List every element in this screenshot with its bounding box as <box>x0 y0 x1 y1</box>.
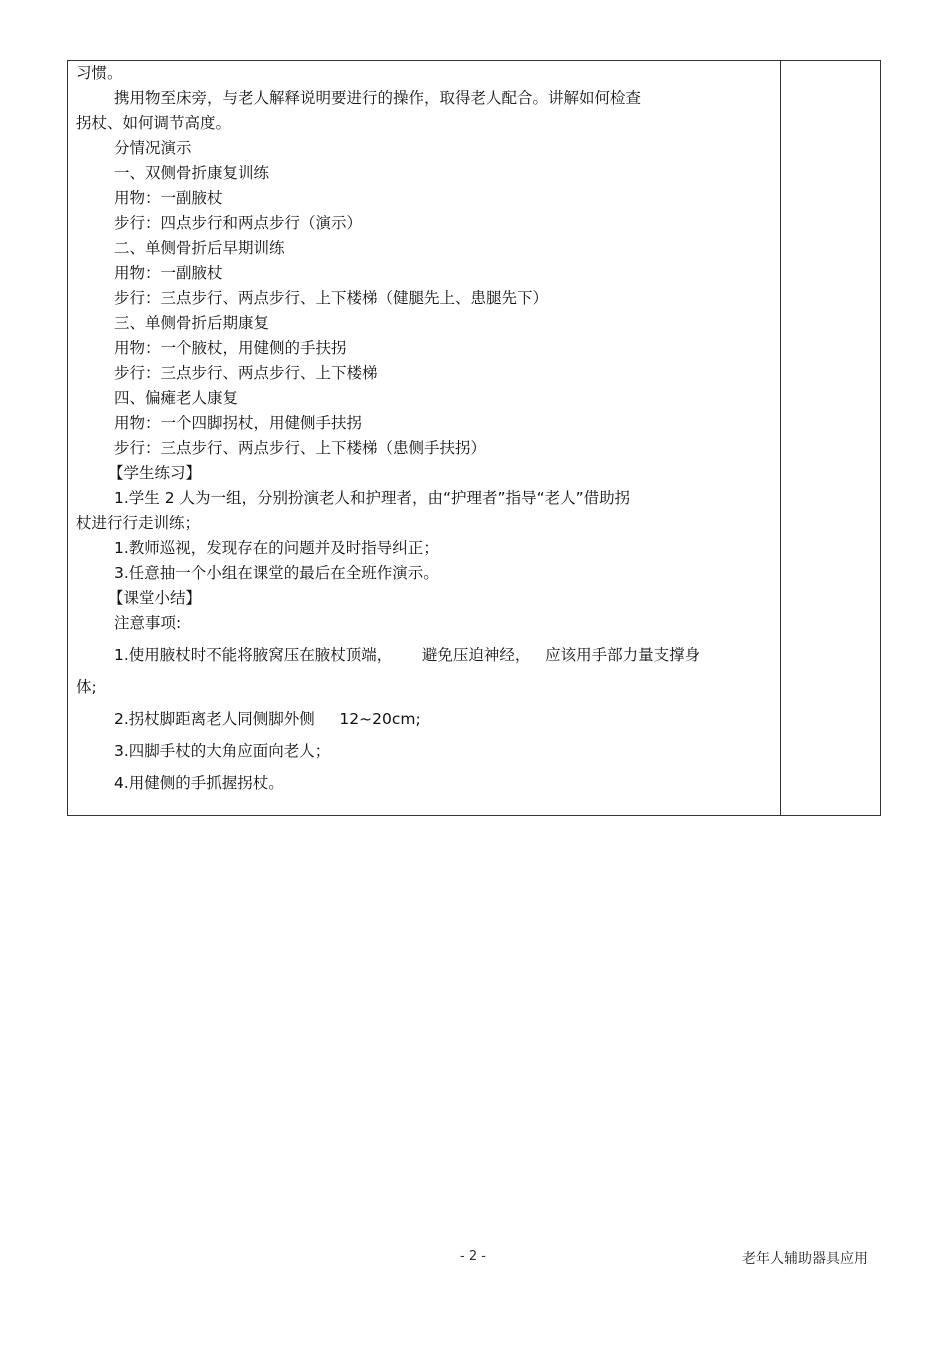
text-line: 杖进行行走训练； <box>76 514 201 532</box>
section-heading: 三、单侧骨折后期康复 <box>114 314 270 332</box>
text-line: 1.使用腋杖时不能将腋窝压在腋杖顶端， 避免压迫神经， 应该用手部力量支撑身 <box>114 646 701 664</box>
column-divider <box>780 61 781 815</box>
text-line: 步行：四点步行和两点步行（演示） <box>114 214 363 232</box>
lesson-table <box>67 60 881 816</box>
section-heading: 二、单侧骨折后早期训练 <box>114 239 285 257</box>
footer-doc-title: 老年人辅助器具应用 <box>742 1251 868 1267</box>
text-line: 拐杖、如何调节高度。 <box>76 114 232 132</box>
text-line: 体; <box>76 678 97 696</box>
text-line: 步行：三点步行、两点步行、上下楼梯 <box>114 364 378 382</box>
text-line: 步行：三点步行、两点步行、上下楼梯（患侧手扶拐） <box>114 439 487 457</box>
text-line: 2.拐杖脚距离老人同侧脚外侧 12~20cm; <box>114 710 421 728</box>
text-line: 1.教师巡视，发现存在的问题并及时指导纠正； <box>114 539 439 557</box>
text-line: 用物：一个腋杖，用健侧的手扶拐 <box>114 339 347 357</box>
text-line: 携用物至床旁，与老人解释说明要进行的操作，取得老人配合。讲解如何检查 <box>114 89 642 107</box>
text-line: 3.任意抽一个小组在课堂的最后在全班作演示。 <box>114 564 439 582</box>
text-line: 注意事项: <box>114 614 182 632</box>
section-heading: 【课堂小结】 <box>108 589 202 607</box>
section-heading: 【学生练习】 <box>108 464 202 482</box>
section-heading: 四、偏瘫老人康复 <box>114 389 239 407</box>
text-line: 步行：三点步行、两点步行、上下楼梯（健腿先上、患腿先下） <box>114 289 549 307</box>
text-line: 习惯。 <box>76 64 123 82</box>
text-line: 4.用健侧的手抓握拐杖。 <box>114 774 284 792</box>
page-number: - 2 - <box>460 1249 486 1264</box>
section-heading: 一、双侧骨折康复训练 <box>114 164 270 182</box>
text-line: 用物：一副腋杖 <box>114 189 223 207</box>
section-heading: 分情况演示 <box>114 139 192 157</box>
text-line: 用物：一副腋杖 <box>114 264 223 282</box>
text-line: 1.学生 2 人为一组，分别扮演老人和护理者，由“护理者”指导“老人”借助拐 <box>114 489 631 507</box>
text-line: 3.四脚手杖的大角应面向老人； <box>114 742 331 760</box>
lesson-content-cell <box>76 61 776 815</box>
text-line: 用物：一个四脚拐杖，用健侧手扶拐 <box>114 414 363 432</box>
